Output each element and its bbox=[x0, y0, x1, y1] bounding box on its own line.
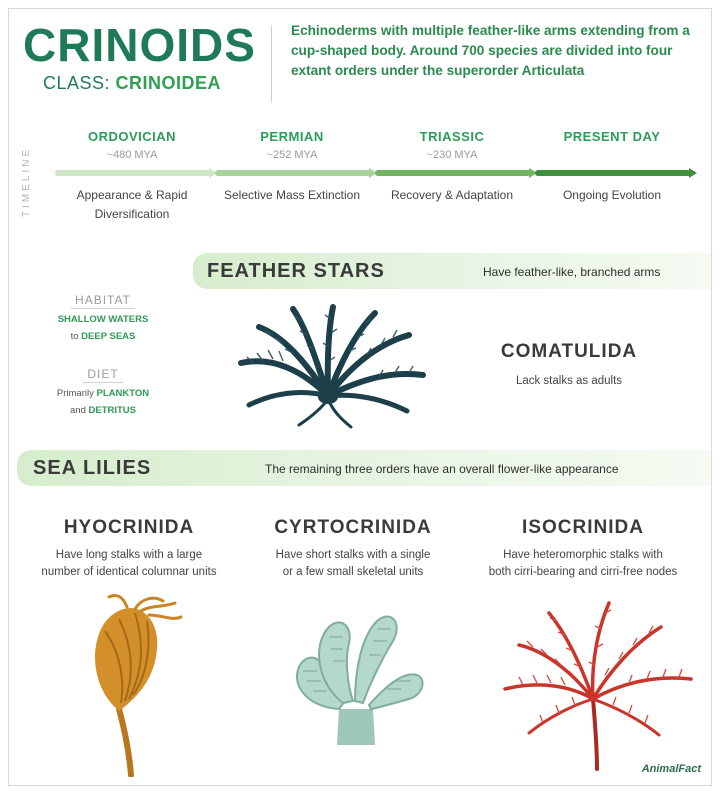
era-mya: ~480 MYA bbox=[106, 149, 158, 161]
era-present-day bbox=[533, 129, 691, 205]
order-hyocrinida-desc bbox=[23, 547, 235, 581]
timeline-label-text: TIMELINE bbox=[21, 146, 32, 217]
order-hyocrinida-name: HYOCRINIDA bbox=[63, 517, 195, 538]
feather-stars-title: FEATHER STARS bbox=[207, 260, 385, 282]
era-mya: ~252 MYA bbox=[266, 149, 318, 161]
era-bar bbox=[55, 170, 211, 176]
diet-value-1: PLANKTON bbox=[96, 388, 150, 399]
habitat-value-1: SHALLOW WATERS bbox=[57, 314, 149, 325]
order-desc-line: Have heteromorphic stalks with bbox=[503, 549, 663, 561]
sea-lilies-title: SEA LILIES bbox=[33, 457, 152, 479]
hyocrinida-illustration bbox=[79, 591, 189, 777]
order-desc-line: Have short stalks with a single bbox=[275, 549, 431, 561]
era-ordovician bbox=[53, 129, 211, 224]
era-bar bbox=[375, 170, 531, 176]
era-name: ORDOVICIAN bbox=[87, 129, 177, 144]
brand-logo: AnimalFact bbox=[641, 763, 701, 775]
class-value: CRINOIDEA bbox=[115, 73, 222, 93]
sea-lilies-note: The remaining three orders have an overall flower-like appearance bbox=[265, 462, 619, 476]
habitat-line2 bbox=[43, 330, 163, 343]
order-desc-line: number of identical columnar units bbox=[41, 566, 217, 578]
era-bar bbox=[535, 170, 691, 176]
diet-prefix-1: Primarily bbox=[56, 388, 94, 399]
order-comatulida-desc: Lack stalks as adults bbox=[515, 375, 623, 387]
era-name: PERMIAN bbox=[260, 129, 324, 144]
era-triassic bbox=[373, 129, 531, 205]
diet-heading: DIET bbox=[83, 367, 122, 383]
era-desc: Ongoing Evolution bbox=[562, 188, 662, 202]
era-permian bbox=[213, 129, 371, 205]
order-desc-line: or a few small skeletal units bbox=[282, 566, 424, 578]
order-isocrinida-name: ISOCRINIDA bbox=[522, 517, 644, 538]
era-bar bbox=[215, 170, 371, 176]
era-desc: Selective Mass Extinction bbox=[223, 188, 361, 202]
order-desc-line: Have long stalks with a large bbox=[55, 549, 203, 561]
feather-stars-note: Have feather-like, branched arms bbox=[483, 265, 661, 279]
era-desc: Appearance & Rapid Diversification bbox=[76, 188, 188, 221]
infographic bbox=[8, 8, 712, 786]
era-name: PRESENT DAY bbox=[563, 129, 661, 144]
order-desc-line: both cirri-bearing and cirri-free nodes bbox=[488, 566, 678, 578]
feather-star-illustration bbox=[223, 301, 433, 431]
era-desc: Recovery & Adaptation bbox=[390, 188, 514, 202]
order-cyrtocrinida-name: CYRTOCRINIDA bbox=[274, 517, 432, 538]
era-mya: ~230 MYA bbox=[426, 149, 478, 161]
habitat-prefix: to bbox=[70, 331, 79, 342]
intro-text: Echinoderms with multiple feather-like arms extending from a cup-shaped body. Around 700 species are divided into four extant orders under the superorder Articulata bbox=[291, 23, 690, 78]
timeline-label bbox=[21, 129, 37, 219]
habitat-block bbox=[43, 291, 163, 343]
diet-line2 bbox=[43, 404, 163, 417]
era-mya bbox=[533, 149, 691, 167]
header-divider bbox=[271, 25, 272, 103]
class-label bbox=[43, 73, 221, 94]
habitat-line1 bbox=[43, 313, 163, 326]
diet-prefix-2: and bbox=[70, 405, 86, 416]
diet-value-2: DETRITUS bbox=[88, 405, 136, 416]
isocrinida-illustration bbox=[493, 595, 703, 771]
habitat-value-2: DEEP SEAS bbox=[81, 331, 136, 342]
order-comatulida-name: COMATULIDA bbox=[500, 341, 638, 362]
order-isocrinida-desc bbox=[463, 547, 703, 581]
era-name: TRIASSIC bbox=[419, 129, 485, 144]
diet-line1 bbox=[43, 387, 163, 400]
page-title: CRINOIDS bbox=[23, 19, 256, 71]
order-cyrtocrinida-desc bbox=[247, 547, 459, 581]
diet-block bbox=[43, 365, 163, 417]
habitat-heading: HABITAT bbox=[71, 293, 135, 309]
class-prefix: CLASS: bbox=[43, 73, 111, 93]
cyrtocrinida-illustration bbox=[277, 597, 427, 747]
